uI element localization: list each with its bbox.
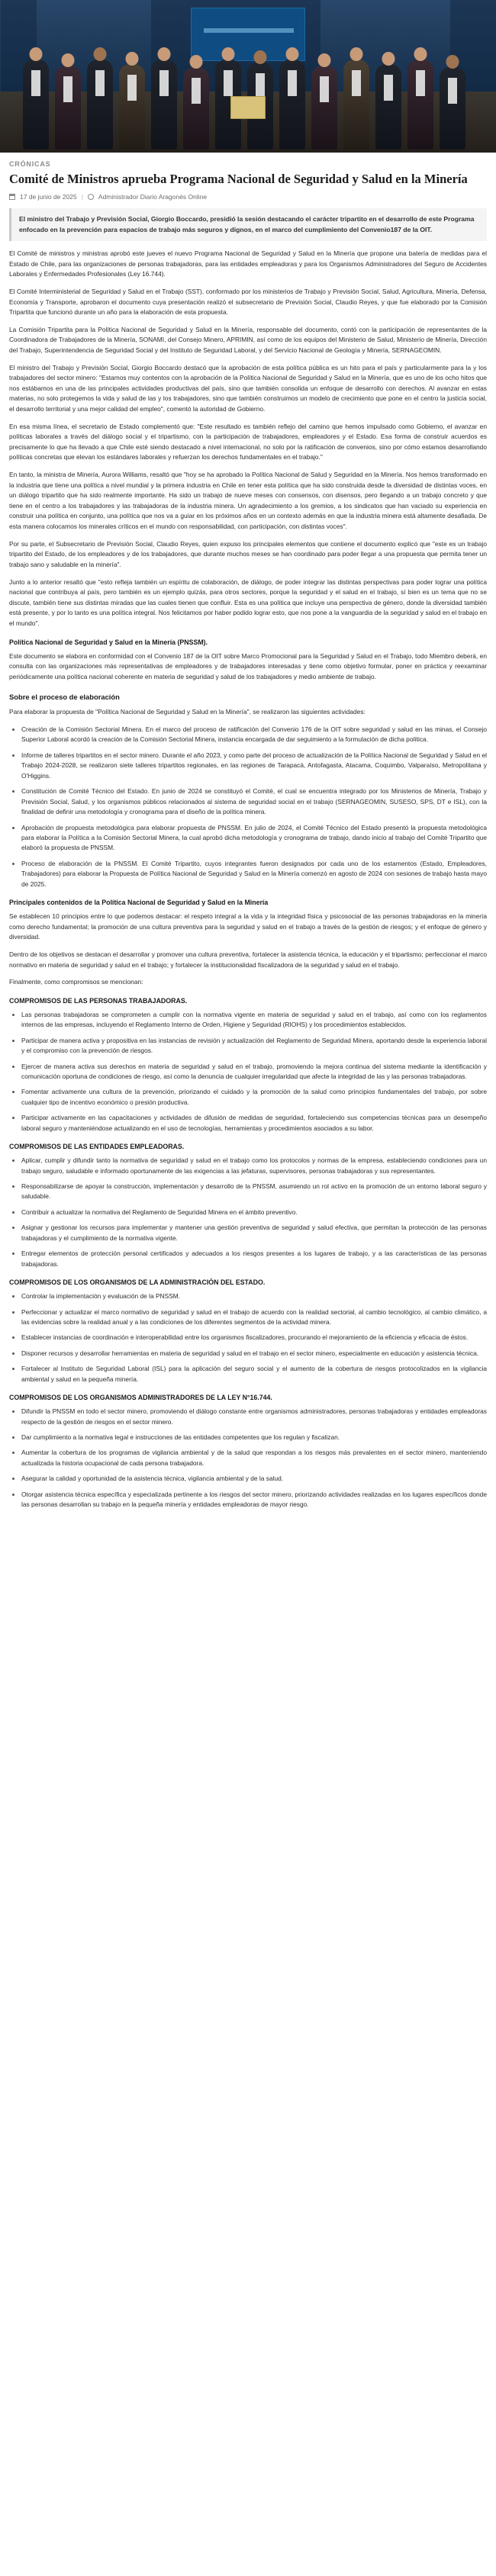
section-heading-compromisos-organismos: COMPROMISOS DE LOS ORGANISMOS ADMINISTRADORES DE LA LEY N°16.744. bbox=[9, 1394, 272, 1402]
paragraph: El Comité Interministerial de Seguridad y Salud en el Trabajo (SST), conformado por los ministerios de Trabajo y Previsión Social, Salud, Agricultura, Minería, Defensa, Economía y Transporte, aprobaron el documento cuya presentación realizó el subsecretario de Previsión Social, Claudio Reyes, y que fue elaborado por la Comisión Tripartita que funcionó durante un año para la elaboración de esta propuesta. bbox=[9, 287, 487, 317]
paragraph: En esa misma línea, el secretario de Estado complementó que: "Este resultado es también reflejo del camino que hemos impulsado como Gobierno, el avanzar en políticas laborales a través del diálogo social y el tripartismo, con la participación de trabajadores, empleadores y el Estado. Esa forma de construir acuerdos es precisamente lo que ha llevado a que Chile esté siendo destacado a nivel internacional, no solo por la ratificación de convenios, sino por cómo estamos desarrollando políticas concretas que elevan los estándares laborales y refuerzan los derechos fundamentales en el trabajo." bbox=[9, 422, 487, 461]
compromisos-estado-list bbox=[9, 1291, 487, 1384]
list-item: • Dar cumplimiento a la normativa legal e instrucciones de las entidades competentes que los regulan y fiscalizan. bbox=[21, 1433, 487, 1442]
list-item: • Participar de manera activa y propositiva en las instancias de revisión y actualización del Reglamento de Seguridad Minera, aportando desde la experiencia laboral y el compromiso con la prevención de riesgos. bbox=[21, 1036, 487, 1056]
user-icon bbox=[88, 194, 94, 200]
list-item: • Controlar la implementación y evaluación de la PNSSM. bbox=[21, 1291, 487, 1301]
author-name[interactable]: Administrador Diario Aragonés Online bbox=[98, 193, 208, 201]
list-item: • Creación de la Comisión Sectorial Minera. En el marco del proceso de ratificación del Convenio 176 de la OIT sobre seguridad y salud en las minas, el Consejo Superior Laboral acordó la creación de la Comisión Sectorial Minera, instancia encargada de dar seguimiento a la formulación de dicha política. bbox=[21, 725, 487, 745]
proceso-list bbox=[9, 725, 487, 889]
list-item: • Ejercer de manera activa sus derechos en materia de seguridad y salud en el trabajo, promoviendo la mejora continua del sistema mediante la identificación y comunicación oportuna de condiciones de riesgo, así como la denuncia de cualquier irregularidad que afecte la integridad de las y las personas trabajadoras. bbox=[21, 1062, 487, 1082]
list-item: • Aumentar la cobertura de los programas de vigilancia ambiental y de la salud que respondan a los riesgos más prevalentes en el sector minero, manteniendo actualizada la historia ocupacional de cada persona trabajadora. bbox=[21, 1448, 487, 1468]
page-title: Comité de Ministros aprueba Programa Nacional de Seguridad y Salud en la Minería bbox=[9, 172, 468, 186]
paragraph: Junto a lo anterior resaltó que "esto refleja también un espíritu de colaboración, de diálogo, de poder integrar las distintas perspectivas para poder lograr una política nacional que contribuya al país, pero también es un ejemplo quizás, para otros sectores, porque la seguridad y el salud en el trabajo, sí bien es un tema que no se discute, también tiene sus distintas miradas que las cuales tienen que confluir. Esta es una política que incluye una perspectiva de género, donde la diversidad también está presente, y por lo tanto es una política integral. Nos felicitamos por haber podido lograr esto, que nos pone a la vanguardia de la seguridad y salud en el trabajo en el mundo". bbox=[9, 577, 487, 627]
hero-people-row bbox=[0, 35, 496, 150]
list-item: • Constitución de Comité Técnico del Estado. En junio de 2024 se constituyó el Comité, el cual se encuentra integrado por los Ministerios de Minería, Trabajo y Previsión Social, Salud, y los organismos públicos relacionados al sistema de seguridad social en el trabajo (SERNAGEOMIN, SUSESO, SPS, DT e ISL), con la finalidad de definir una metodología y cronograma para el diseño de la política minera. bbox=[21, 786, 487, 817]
compromisos-empleadoras-list bbox=[9, 1156, 487, 1269]
list-item: • Perfeccionar y actualizar el marco normativo de seguridad y salud en el trabajo de acuerdo con la realidad sectorial, al cambio tecnológico, al cambio climático, a las evidencias sobre la realidad anual y a las condiciones de los diferentes segmentos de la actividad minera. bbox=[21, 1307, 487, 1328]
list-item: • Difundir la PNSSM en todo el sector minero, promoviendo el diálogo constante entre organismos administradores, personas trabajadoras y entidades empleadoras respecto de la gestión de riesgos en el sector minero. bbox=[21, 1407, 487, 1427]
paragraph: La Comisión Tripartita para la Política Nacional de Seguridad y Salud en la Minería, responsable del documento, contó con la participación de representantes de la Coordinadora de Trabajadores de la Minería, SONAMI, del Consejo Minero, APRIMIN, así como de los equipos del Ministerio de Salud, Ministerio de Minería, Dirección del Trabajo, Superintendencia de Seguridad Social y del Instituto de Seguridad Laboral, y del Servicio Nacional de Geología y Minería, SERNAGEOMIN. bbox=[9, 325, 487, 354]
list-item: • Asignar y gestionar los recursos para implementar y mantener una gestión preventiva de seguridad y salud efectiva, que permitan la protección de las personas trabajadoras y el cumplimiento de la normativa vigente. bbox=[21, 1223, 487, 1243]
category-label[interactable]: CRÓNICAS bbox=[9, 160, 51, 168]
article-meta bbox=[9, 193, 487, 201]
section-heading-compromisos-empleadoras: COMPROMISOS DE LAS ENTIDADES EMPLEADORAS. bbox=[9, 1143, 185, 1151]
list-item: • Participar activamente en las capacitaciones y actividades de difusión de medidas de seguridad, fortaleciendo sus competencias técnicas para un desempeño laboral seguro y manteniéndose actualizando en el uso de tecnologías, herramientas y procedimientos asociados a su labor. bbox=[21, 1113, 487, 1134]
hero-photo bbox=[0, 0, 496, 153]
list-item: • Fortalecer al Instituto de Seguridad Laboral (ISL) para la aplicación del seguro social y el aumento de la cobertura de riesgos protocolizados en la vigilancia ambiental y salud en la pequeña minería. bbox=[21, 1364, 487, 1384]
article-body bbox=[0, 249, 496, 1532]
paragraph: Este documento se elabora en conformidad con el Convenio 187 de la OIT sobre Marco Promocional para la Seguridad y Salud en el Trabajo, todo Miembro deberá, en consulta con las organizaciones más representativas de empleadores y de trabajadores interesadas y tiene como objetivo formular, poner en práctica y reexaminar periódicamente una política nacional coherente en materia de seguridad y salud de los trabajadores y medio ambiente de trabajo. bbox=[9, 651, 487, 680]
paragraph: El ministro del Trabajo y Previsión Social, Giorgio Boccardo destacó que la aprobación de esta política pública es un hito para el país y particularmente para la y los trabajadores del sector minero: "Estamos muy contentos con la aprobación de la Política Nacional de Seguridad y Salud en la Minería, que es uno de los ocho hitos que nos estábamos en una de las principales actividades productivas del país, sino que también consolida un enfoque de desarrollo con derechos. Al avanzar en estas materias, no solo protegemos la vida y salud de las y los trabajadores, sino que también construimos un modelo de crecimiento que pone en el centro la justicia social, el desarrollo territorial y una mejor calidad del empleo", comentó la autoridad de Gobierno. bbox=[9, 363, 487, 413]
section-heading-proceso: Sobre el proceso de elaboración bbox=[9, 693, 120, 702]
list-item: • Disponer recursos y desarrollar herramientas en materia de seguridad y salud en el trabajo en el sector minero, especialmente en educación y asistencia técnica. bbox=[21, 1349, 487, 1359]
list-item: • Entregar elementos de protección personal certificados y adecuados a los riesgos presentes a los lugares de trabajo, y a las características de las personas trabajadoras. bbox=[21, 1249, 487, 1269]
meta-separator: | bbox=[81, 193, 83, 201]
section-heading-principios: Principales contenidos de la Política Nacional de Seguridad y Salud en la Minería bbox=[9, 899, 269, 907]
paragraph: En tanto, la ministra de Minería, Aurora Williams, resaltó que "hoy se ha aprobado la Política Nacional de Salud y Seguridad en la Minería. Nos hemos transformado en la industria que tiene una política a nivel mundial y la primera industria en Chile en tener esta política que ha sido construida desde la diversidad de distintas voces, en un diálogo tripartito que ha sido realmente importante. Ha sido un trabajo de nueve meses con consensos, con disensos, pero llegando a un trabajo concreto y que tiene en el centro a los trabajadores y las trabajadoras de la industria minera. Un agradecimiento a los gremios, a los sindicatos que han vaciado su experiencia en construir una política en conjunto, una política que nos va a guiar en los próximos años en un contexto además en que la industria minera está altamente desafiada. De esta manera colocamos los minerales críticos en el mundo con responsabilidad, con participación, con distintas voces". bbox=[9, 471, 487, 531]
section-heading-compromisos-estado: COMPROMISOS DE LOS ORGANISMOS DE LA ADMINISTRACIÓN DEL ESTADO. bbox=[9, 1278, 266, 1287]
paragraph: El Comité de ministros y ministras aprobó este jueves el nuevo Programa Nacional de Seguridad y Salud en la Minería que propone una batería de medidas para el Estado de Chile, para las organizaciones de personas trabajadoras, para las entidades empleadoras y para los Organismos Administradores del Seguro de Accidentes Laborales y Enfermedades Profesionales (Ley 16.744). bbox=[9, 249, 487, 278]
paragraph: Para elaborar la propuesta de "Política Nacional de Seguridad y Salud en la Minería", se realizaron las siguientes actividades: bbox=[9, 708, 366, 716]
list-item: • Asegurar la calidad y oportunidad de la asistencia técnica, vigilancia ambiental y de la salud. bbox=[21, 1474, 487, 1484]
award-plaque bbox=[230, 96, 266, 119]
publish-date: 17 de junio de 2025 bbox=[20, 193, 77, 201]
compromisos-trabajadoras-list bbox=[9, 1010, 487, 1134]
compromisos-organismos-list bbox=[9, 1407, 487, 1510]
list-item: • Otorgar asistencia técnica específica y especializada pertinente a los riesgos del sector minero, priorizando actividades realizadas en los lugares específicos donde las personas desarrollan su trabajo en la pequeña minería y entidades empleadoras de mayor riesgo. bbox=[21, 1490, 487, 1510]
article-lead: El ministro del Trabajo y Previsión Social, Giorgio Boccardo, presidió la sesión destacando el carácter tripartito en el desarrollo de este Programa enfocado en la prevención para espacios de trabajo más seguros y dignos, en el marco del cumplimiento del Convenio187 de la OIT. bbox=[9, 208, 487, 241]
list-item: • Aplicar, cumplir y difundir tanto la normativa de seguridad y salud en el trabajo como los protocolos y normas de la empresa, estableciendo condiciones para un trabajo seguro, saludable e informado oportunamente de las exigencias a las jefaturas, supervisores, personas trabajadoras y sus representantes. bbox=[21, 1156, 487, 1176]
list-item: • Establecer instancias de coordinación e interoperabilidad entre los organismos fiscalizadores, procurando el mejoramiento de la eficiencia y eficacia de éstos. bbox=[21, 1333, 487, 1343]
paragraph: Se establecen 10 principios entre lo que podemos destacar: el respeto integral a la vida y la integridad física y psicosocial de las personas trabajadoras en la minería como derecho fundamental; la promoción de una cultura preventiva para la seguridad y salud en el trabajo a través de la gestión de riesgos; y el enfoque de género y diversidad. bbox=[9, 912, 487, 941]
paragraph: Dentro de los objetivos se destacan el desarrollar y promover una cultura preventiva, fortalecer la asistencia técnica, la educación y el tripartismo; perfeccionar el marco normativo en materia de seguridad y salud en el trabajo; y fortalecer la institucionalidad fiscalizadora de la seguridad y salud en el trabajo. bbox=[9, 950, 487, 969]
list-item: • Aprobación de propuesta metodológica para elaborar propuesta de PNSSM. En julio de 2024, el Comité Técnico del Estado presentó la propuesta metodológica para elaborar la Política a la Comisión Sectorial Minera, la cual aprobó dicha metodología y cronograma de trabajo, dando inicio al trabajo del Comité Tripartito que elaboró la propuesta de PNSSM. bbox=[21, 823, 487, 854]
section-heading-pnssm: Política Nacional de Seguridad y Salud en la Minería (PNSSM). bbox=[9, 638, 208, 646]
list-item: • Proceso de elaboración de la PNSSM. El Comité Tripartito, cuyos integrantes fueron designados por cada uno de los estamentos (Estado, Empleadores, Trabajadores) para elaborar la Propuesta de Política Nacional de Seguridad y Salud en la Minería comenzó en agosto de 2024 con sesiones de trabajo hasta mayo de 2025. bbox=[21, 859, 487, 889]
list-item: • Las personas trabajadoras se comprometen a cumplir con la normativa vigente en materia de seguridad y salud en el trabajo, así como con los reglamentos internos de las empresas, incluyendo el Reglamento Interno de Orden, Higiene y Seguridad (RIOHS) y los procedimientos establecidos. bbox=[21, 1010, 487, 1031]
paragraph: Por su parte, el Subsecretario de Previsión Social, Claudio Reyes, quien expuso los principales elementos que contiene el documento explicó que "este es un trabajo tripartito del Estado, de los empleadores y de los trabajadores, que durante muchos meses se han coordinado para poder llegar a una propuesta que permita tener un trabajo sano y saludable en la minería". bbox=[9, 539, 487, 568]
list-item: • Fomentar activamente una cultura de la prevención, priorizando el cuidado y la promoción de la salud como principios fundamentales del trabajo, por sobre cualquier tipo de incentivo económico o presión productiva. bbox=[21, 1087, 487, 1108]
list-item: • Informe de talleres tripartitos en el sector minero. Durante el año 2023, y como parte del proceso de actualización de la Política Nacional de Seguridad y Salud en el Trabajo 2024-2028, se realizaron siete talleres tripartitos regionales, en las regiones de Tarapacá, Antofagasta, Atacama, Coquimbo, Valparaíso, Metropolitana y O'Higgins. bbox=[21, 751, 487, 781]
list-item: • Responsabilizarse de apoyar la construcción, implementación y desarrollo de la PNSSM, asumiendo un rol activo en la promoción de un entorno laboral seguro y saludable. bbox=[21, 1182, 487, 1202]
paragraph: Finalmente, como compromisos se mencionan: bbox=[9, 978, 143, 986]
calendar-icon bbox=[9, 194, 15, 200]
list-item: • Contribuir a actualizar la normativa del Reglamento de Seguridad Minera en el ámbito preventivo. bbox=[21, 1208, 487, 1217]
section-heading-compromisos-trabajadoras: COMPROMISOS DE LAS PERSONAS TRABAJADORAS. bbox=[9, 996, 188, 1005]
